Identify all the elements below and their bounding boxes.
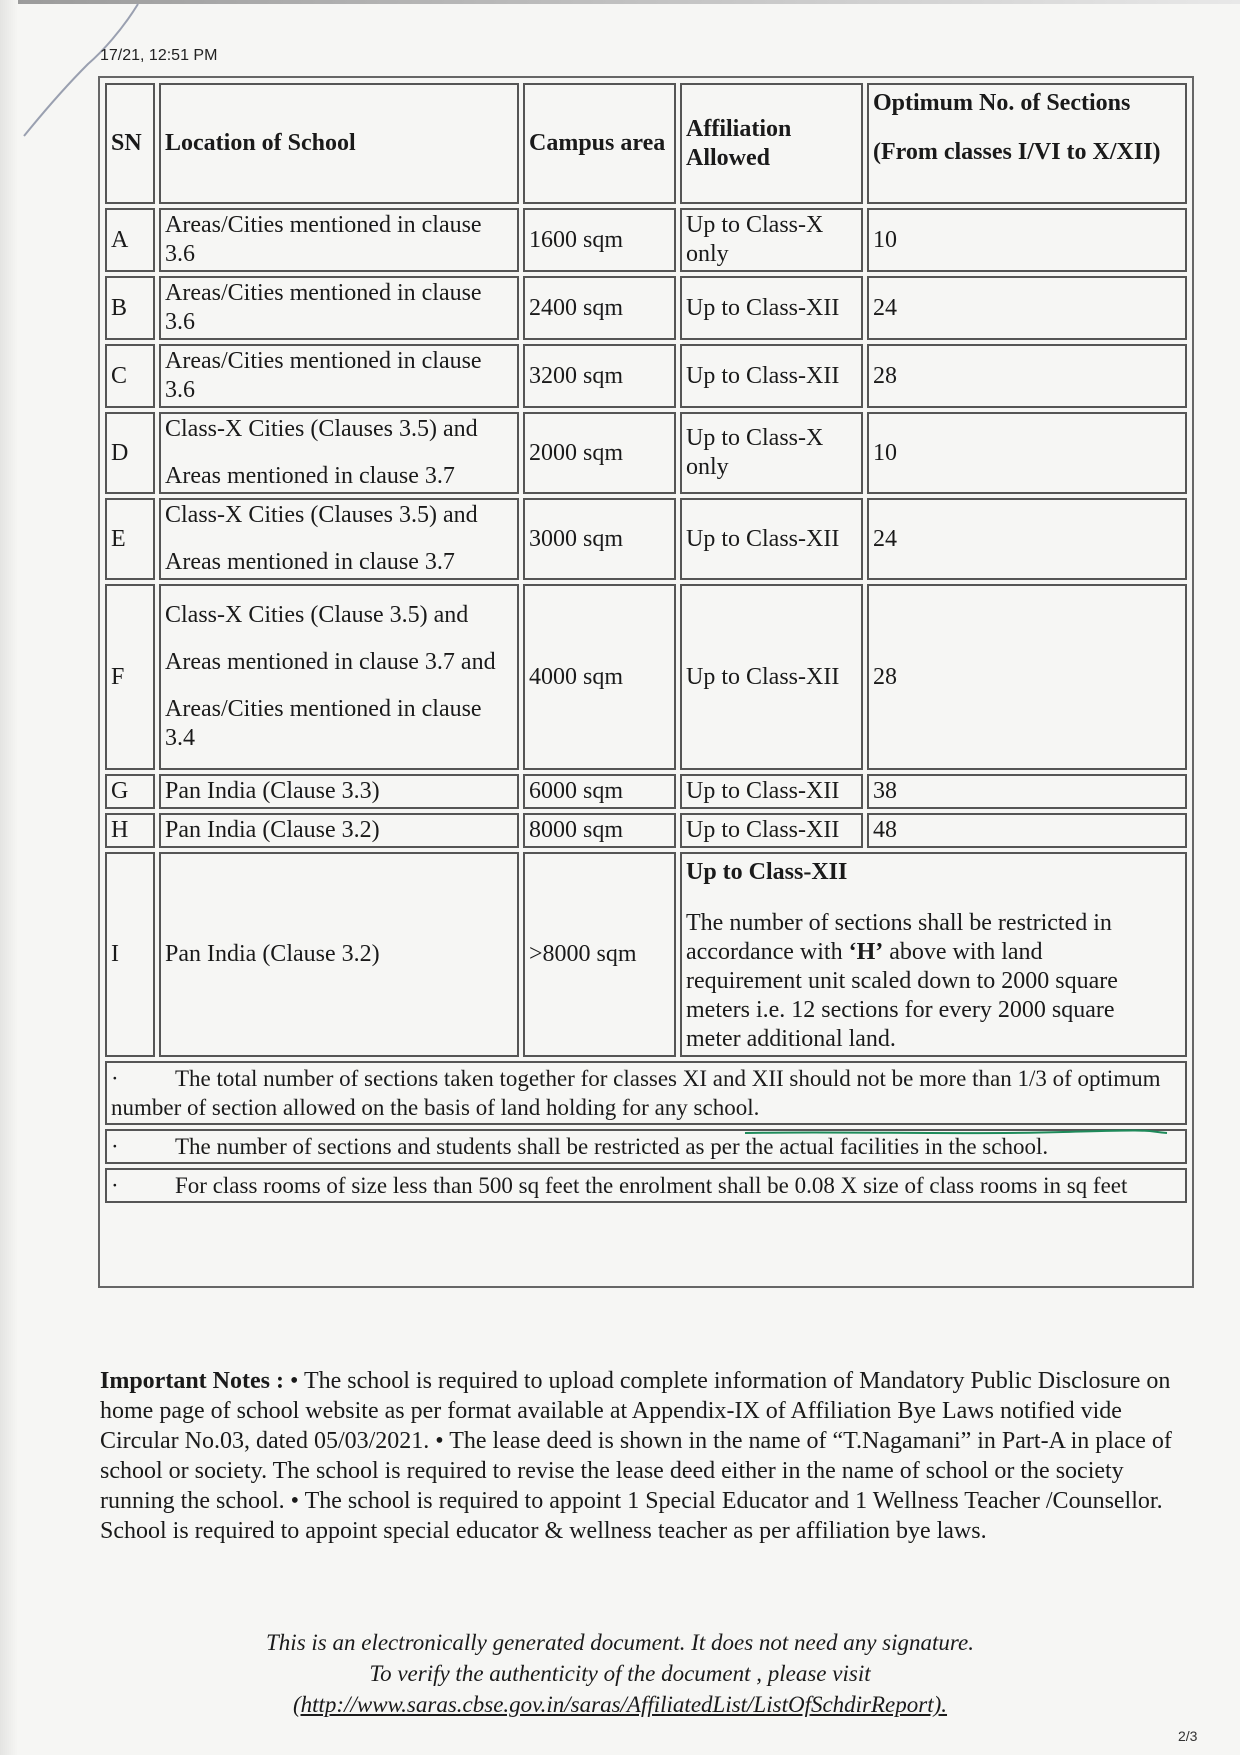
print-timestamp: 17/21, 12:51 PM [100, 47, 218, 64]
page-number: 2/3 [1178, 1728, 1198, 1744]
footer-line2: To verify the authenticity of the document , please visit [369, 1661, 871, 1686]
row-sections: 28 [867, 584, 1187, 770]
row-sn: D [105, 412, 155, 494]
row-sn: F [105, 584, 155, 770]
header-sections-line2: (From classes I/VI to X/XII) [873, 139, 1161, 165]
green-pen-underline [743, 1128, 1169, 1136]
header-location: Location of School [159, 83, 519, 204]
note-row [105, 1061, 1187, 1125]
row-i-affiliation-note [680, 852, 1187, 1057]
row-sections: 38 [867, 774, 1187, 809]
row-sn: C [105, 344, 155, 408]
page-top-edge [0, 0, 1240, 4]
important-notes-text: • The school is required to upload complete information of Mandatory Public Disclosure on home page of school website as per format available at Appendix-IX of Affiliation Bye Laws notified vide Circular No.03, dated 05/03/2021. • The lease deed is shown in the name of “T.Nagamani” in Part-A in place of school or society. The school is required to revise the lease deed either in the name of school or the society running the school. • The school is required to appoint 1 Special Educator and 1 Wellness Teacher /Counsellor. [100, 1368, 1172, 1514]
row-affiliation: Up to Class-X only [680, 208, 863, 272]
row-location-line: Areas/Cities mentioned in clause 3.6 [165, 212, 482, 267]
row-location-line: Areas mentioned in clause 3.7 [165, 549, 455, 575]
note-bullet: · [111, 1066, 119, 1091]
important-notes-line2: School is required to appoint special educator & wellness teacher as per affiliation bye laws. [100, 1518, 987, 1544]
row-sections: 10 [867, 208, 1187, 272]
row-location [159, 276, 519, 340]
row-sn: B [105, 276, 155, 340]
row-sn: H [105, 813, 155, 848]
note-row [105, 1168, 1187, 1203]
row-location [159, 774, 519, 809]
table-row [105, 498, 1187, 580]
row-affiliation: Up to Class-XII [680, 774, 863, 809]
row-location [159, 208, 519, 272]
note-text: For class rooms of size less than 500 sq feet the enrolment shall be 0.08 X size of class rooms in sq feet [175, 1173, 1128, 1198]
row-location [159, 412, 519, 494]
row-campus-area: 4000 sqm [523, 584, 676, 770]
row-location-line: Areas/Cities mentioned in clause 3.6 [165, 280, 482, 335]
header-affiliation-line1: Affiliation [686, 115, 792, 142]
row-location-line: Areas/Cities mentioned in clause 3.6 [165, 348, 482, 403]
table-row [105, 276, 1187, 340]
header-sn: SN [105, 83, 155, 204]
row-i-affiliation-title: Up to Class-XII [686, 859, 848, 885]
row-location-line: Areas mentioned in clause 3.7 [165, 463, 455, 489]
row-campus-area: >8000 sqm [523, 852, 676, 1057]
row-campus-area: 8000 sqm [523, 813, 676, 848]
footer-verification [120, 1627, 1120, 1720]
row-campus-area: 2000 sqm [523, 412, 676, 494]
row-campus-area: 2400 sqm [523, 276, 676, 340]
note-text: The number of sections and students shall be restricted as per the actual facilities in the school. [175, 1134, 1049, 1159]
header-campus-area: Campus area [523, 83, 676, 204]
row-campus-area: 1600 sqm [523, 208, 676, 272]
row-i-text-bold: ‘H’ [848, 939, 884, 965]
page-left-edge [0, 0, 18, 1755]
table-row [105, 584, 1187, 770]
table-note [105, 1168, 1187, 1203]
table-row [105, 412, 1187, 494]
table-row-i [105, 852, 1187, 1057]
row-location [159, 813, 519, 848]
row-sn: E [105, 498, 155, 580]
row-location [159, 344, 519, 408]
row-i-restriction-text [686, 909, 1156, 1054]
row-campus-area: 3000 sqm [523, 498, 676, 580]
row-location [159, 584, 519, 770]
row-sections: 24 [867, 276, 1187, 340]
row-location [159, 498, 519, 580]
row-location: Pan India (Clause 3.2) [159, 852, 519, 1057]
row-location-line: Class-X Cities (Clause 3.5) and [165, 602, 469, 628]
row-i-text-post: above with land requirement unit scaled down to 2000 square meters i.e. 12 sections for every 2000 square meter additional land. [686, 939, 1118, 1052]
row-sections: 48 [867, 813, 1187, 848]
important-notes [100, 1366, 1180, 1546]
row-sections: 28 [867, 344, 1187, 408]
row-affiliation: Up to Class-XII [680, 276, 863, 340]
row-sn: A [105, 208, 155, 272]
footer-line1: This is an electronically generated document. It does not need any signature. [266, 1630, 974, 1655]
row-location-line: Areas mentioned in clause 3.7 and [165, 649, 496, 675]
table-note [105, 1061, 1187, 1125]
header-sections-line1: Optimum No. of Sections [873, 90, 1131, 116]
row-affiliation: Up to Class-XII [680, 584, 863, 770]
header-affiliation-line2: Allowed [686, 144, 770, 171]
row-affiliation: Up to Class-XII [680, 344, 863, 408]
note-bullet: · [111, 1173, 119, 1198]
row-sn: I [105, 852, 155, 1057]
row-campus-area: 6000 sqm [523, 774, 676, 809]
table-row [105, 344, 1187, 408]
row-location-line: Pan India (Clause 3.3) [165, 778, 380, 804]
table-row [105, 813, 1187, 848]
row-location-line: Class-X Cities (Clauses 3.5) and [165, 416, 478, 442]
row-affiliation: Up to Class-XII [680, 813, 863, 848]
row-sections: 10 [867, 412, 1187, 494]
header-affiliation [680, 83, 863, 204]
verification-link[interactable]: (http://www.saras.cbse.gov.in/saras/AffiliatedList/ListOfSchdirReport). [292, 1692, 948, 1717]
note-text: The total number of sections taken together for classes XI and XII should not be more than 1/3 of optimum number of section allowed on the basis of land holding for any school. [111, 1066, 1161, 1120]
sections-table [101, 79, 1191, 1207]
table-header-row [105, 83, 1187, 204]
row-sn: G [105, 774, 155, 809]
row-i-text-pre: The number of sections shall be restricted in accordance with [686, 910, 1112, 965]
row-location-line: Pan India (Clause 3.2) [165, 817, 380, 843]
row-sections: 24 [867, 498, 1187, 580]
table-row [105, 208, 1187, 272]
row-affiliation: Up to Class-X only [680, 412, 863, 494]
row-affiliation: Up to Class-XII [680, 498, 863, 580]
row-location-line: Areas/Cities mentioned in clause 3.4 [165, 696, 482, 751]
row-location-line: Class-X Cities (Clauses 3.5) and [165, 502, 478, 528]
row-campus-area: 3200 sqm [523, 344, 676, 408]
important-notes-label: Important Notes : [100, 1368, 284, 1394]
note-bullet: · [111, 1134, 119, 1159]
header-sections [867, 83, 1187, 204]
table-row [105, 774, 1187, 809]
